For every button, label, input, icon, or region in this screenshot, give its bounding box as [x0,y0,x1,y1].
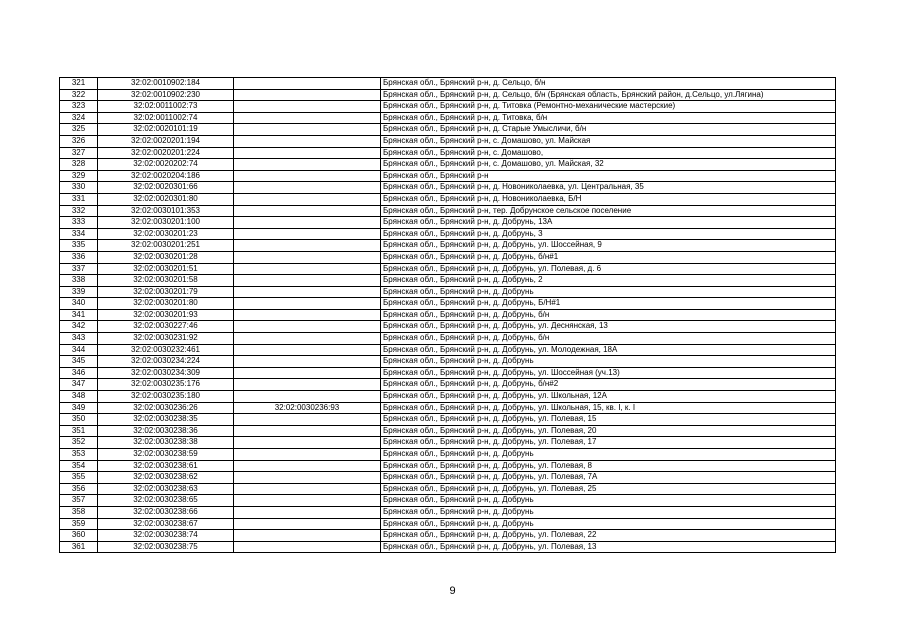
address-cell: Брянская обл., Брянский р-н, д. Добрунь, ул. Полевая, 8 [381,460,836,472]
address-cell: Брянская обл., Брянский р-н, д. Добрунь [381,495,836,507]
row-number-cell: 343 [60,333,98,345]
cadastral-number-cell: 32:02:0030238:36 [98,425,234,437]
row-number-cell: 344 [60,344,98,356]
address-cell: Брянская обл., Брянский р-н, д. Добрунь, б/н [381,333,836,345]
table-row [60,321,836,333]
table-row [60,541,836,553]
address-cell: Брянская обл., Брянский р-н, д. Добрунь [381,449,836,461]
table-row [60,344,836,356]
address-cell: Брянская обл., Брянский р-н, д. Добрунь [381,286,836,298]
address-cell: Брянская обл., Брянский р-н, д. Добрунь, ул. Деснянская, 13 [381,321,836,333]
table-row [60,286,836,298]
linked-cadastral-number-cell [234,541,381,553]
table-row [60,205,836,217]
cadastral-number-cell: 32:02:0020201:224 [98,147,234,159]
row-number-cell: 340 [60,298,98,310]
row-number-cell: 324 [60,112,98,124]
linked-cadastral-number-cell [234,344,381,356]
table-row [60,414,836,426]
address-cell: Брянская обл., Брянский р-н, д. Добрунь, ул. Школьная, 15, кв. I, к. I [381,402,836,414]
table-row [60,530,836,542]
table-row [60,112,836,124]
address-cell: Брянская обл., Брянский р-н, д. Добрунь, ул. Полевая, 13 [381,541,836,553]
table-row [60,518,836,530]
table-row [60,495,836,507]
table-row [60,391,836,403]
address-cell: Брянская обл., Брянский р-н, д. Добрунь, 13А [381,217,836,229]
linked-cadastral-number-cell [234,124,381,136]
linked-cadastral-number-cell [234,135,381,147]
address-cell: Брянская обл., Брянский р-н, д. Добрунь, ул. Молодежная, 18А [381,344,836,356]
row-number-cell: 356 [60,483,98,495]
linked-cadastral-number-cell [234,240,381,252]
table-row [60,217,836,229]
cadastral-number-cell: 32:02:0030201:58 [98,275,234,287]
table-row [60,425,836,437]
cadastral-number-cell: 32:02:0020101:19 [98,124,234,136]
table-row [60,170,836,182]
address-cell: Брянская обл., Брянский р-н, д. Добрунь, б/н#2 [381,379,836,391]
linked-cadastral-number-cell [234,460,381,472]
cadastral-number-cell: 32:02:0020301:80 [98,193,234,205]
row-number-cell: 359 [60,518,98,530]
linked-cadastral-number-cell [234,275,381,287]
cadastral-number-cell: 32:02:0030236:26 [98,402,234,414]
cadastral-number-cell: 32:02:0010902:230 [98,89,234,101]
cadastral-number-cell: 32:02:0030201:80 [98,298,234,310]
cadastral-number-cell: 32:02:0030201:79 [98,286,234,298]
linked-cadastral-number-cell [234,530,381,542]
linked-cadastral-number-cell [234,159,381,171]
table-row [60,356,836,368]
cadastral-number-cell: 32:02:0030238:35 [98,414,234,426]
cadastral-number-cell: 32:02:0030238:74 [98,530,234,542]
linked-cadastral-number-cell [234,333,381,345]
linked-cadastral-number-cell [234,425,381,437]
table-row [60,182,836,194]
cadastral-number-cell: 32:02:0030201:251 [98,240,234,252]
table-row [60,472,836,484]
table-row [60,309,836,321]
cadastral-number-cell: 32:02:0020301:66 [98,182,234,194]
row-number-cell: 348 [60,391,98,403]
table-row [60,275,836,287]
address-cell: Брянская обл., Брянский р-н, д. Добрунь, 3 [381,228,836,240]
row-number-cell: 328 [60,159,98,171]
address-cell: Брянская обл., Брянский р-н, д. Новониколаевка, ул. Центральная, 35 [381,182,836,194]
row-number-cell: 345 [60,356,98,368]
address-cell: Брянская обл., Брянский р-н, д. Старые Умысличи, б/н [381,124,836,136]
registry-table-body [60,78,836,553]
row-number-cell: 326 [60,135,98,147]
cadastral-number-cell: 32:02:0030234:224 [98,356,234,368]
cadastral-number-cell: 32:02:0030238:75 [98,541,234,553]
address-cell: Брянская обл., Брянский р-н, с. Домашово, ул. Майская, 32 [381,159,836,171]
row-number-cell: 334 [60,228,98,240]
row-number-cell: 361 [60,541,98,553]
linked-cadastral-number-cell [234,483,381,495]
table-row [60,483,836,495]
row-number-cell: 347 [60,379,98,391]
row-number-cell: 339 [60,286,98,298]
table-row [60,78,836,90]
cadastral-number-cell: 32:02:0030201:51 [98,263,234,275]
address-cell: Брянская обл., Брянский р-н, д. Добрунь [381,518,836,530]
table-row [60,251,836,263]
linked-cadastral-number-cell [234,321,381,333]
row-number-cell: 336 [60,251,98,263]
cadastral-number-cell: 32:02:0030238:59 [98,449,234,461]
address-cell: Брянская обл., Брянский р-н, д. Добрунь, ул. Полевая, 20 [381,425,836,437]
linked-cadastral-number-cell [234,495,381,507]
linked-cadastral-number-cell [234,205,381,217]
table-row [60,263,836,275]
linked-cadastral-number-cell [234,193,381,205]
linked-cadastral-number-cell [234,356,381,368]
cadastral-number-cell: 32:02:0010902:184 [98,78,234,90]
cadastral-number-cell: 32:02:0030235:176 [98,379,234,391]
linked-cadastral-number-cell [234,391,381,403]
cadastral-number-cell: 32:02:0030238:38 [98,437,234,449]
linked-cadastral-number-cell [234,89,381,101]
address-cell: Брянская обл., Брянский р-н, д. Добрунь, ул. Полевая, 7А [381,472,836,484]
linked-cadastral-number-cell [234,518,381,530]
address-cell: Брянская обл., Брянский р-н, д. Новониколаевка, Б/Н [381,193,836,205]
linked-cadastral-number-cell [234,286,381,298]
cadastral-number-cell: 32:02:0020201:194 [98,135,234,147]
cadastral-number-cell: 32:02:0030201:100 [98,217,234,229]
table-row [60,240,836,252]
address-cell: Брянская обл., Брянский р-н, д. Добрунь, ул. Шоссейная, 9 [381,240,836,252]
address-cell: Брянская обл., Брянский р-н, д. Титовка (Ремонтно-механические мастерские) [381,101,836,113]
page-number: 9 [449,585,456,597]
cadastral-number-cell: 32:02:0030238:67 [98,518,234,530]
linked-cadastral-number-cell [234,379,381,391]
linked-cadastral-number-cell [234,309,381,321]
address-cell: Брянская обл., Брянский р-н [381,170,836,182]
linked-cadastral-number-cell [234,449,381,461]
linked-cadastral-number-cell [234,182,381,194]
address-cell: Брянская обл., Брянский р-н, д. Добрунь, Б/Н#1 [381,298,836,310]
table-row [60,333,836,345]
row-number-cell: 355 [60,472,98,484]
address-cell: Брянская обл., Брянский р-н, д. Добрунь, б/н [381,309,836,321]
cadastral-number-cell: 32:02:0030201:23 [98,228,234,240]
row-number-cell: 360 [60,530,98,542]
linked-cadastral-number-cell [234,217,381,229]
cadastral-number-cell: 32:02:0030227:46 [98,321,234,333]
table-row [60,193,836,205]
table-row [60,437,836,449]
row-number-cell: 349 [60,402,98,414]
cadastral-number-cell: 32:02:0030238:63 [98,483,234,495]
address-cell: Брянская обл., Брянский р-н, с. Домашово, [381,147,836,159]
address-cell: Брянская обл., Брянский р-н, д. Добрунь, 2 [381,275,836,287]
table-row [60,379,836,391]
linked-cadastral-number-cell [234,251,381,263]
row-number-cell: 322 [60,89,98,101]
linked-cadastral-number-cell [234,147,381,159]
row-number-cell: 333 [60,217,98,229]
linked-cadastral-number-cell [234,414,381,426]
address-cell: Брянская обл., Брянский р-н, д. Добрунь, ул. Полевая, д. 6 [381,263,836,275]
address-cell: Брянская обл., Брянский р-н, д. Добрунь, ул. Полевая, 25 [381,483,836,495]
row-number-cell: 352 [60,437,98,449]
table-row [60,298,836,310]
row-number-cell: 353 [60,449,98,461]
cadastral-number-cell: 32:02:0030238:65 [98,495,234,507]
linked-cadastral-number-cell [234,437,381,449]
row-number-cell: 341 [60,309,98,321]
linked-cadastral-number-cell [234,112,381,124]
cadastral-number-cell: 32:02:0030238:66 [98,506,234,518]
address-cell: Брянская обл., Брянский р-н, д. Добрунь, б/н#1 [381,251,836,263]
linked-cadastral-number-cell: 32:02:0030236:93 [234,402,381,414]
row-number-cell: 338 [60,275,98,287]
address-cell: Брянская обл., Брянский р-н, д. Добрунь, ул. Шоссейная (уч.13) [381,367,836,379]
cadastral-number-cell: 32:02:0011002:73 [98,101,234,113]
row-number-cell: 327 [60,147,98,159]
row-number-cell: 351 [60,425,98,437]
linked-cadastral-number-cell [234,170,381,182]
address-cell: Брянская обл., Брянский р-н, д. Добрунь [381,506,836,518]
row-number-cell: 354 [60,460,98,472]
table-row [60,506,836,518]
table-row [60,101,836,113]
address-cell: Брянская обл., Брянский р-н, с. Домашово, ул. Майская [381,135,836,147]
cadastral-number-cell: 32:02:0020202:74 [98,159,234,171]
cadastral-number-cell: 32:02:0030238:61 [98,460,234,472]
cadastral-number-cell: 32:02:0020204:186 [98,170,234,182]
table-row [60,124,836,136]
row-number-cell: 342 [60,321,98,333]
linked-cadastral-number-cell [234,78,381,90]
address-cell: Брянская обл., Брянский р-н, д. Добрунь, ул. Полевая, 17 [381,437,836,449]
row-number-cell: 331 [60,193,98,205]
cadastral-number-cell: 32:02:0030101:353 [98,205,234,217]
address-cell: Брянская обл., Брянский р-н, д. Сельцо, б/н [381,78,836,90]
table-row [60,449,836,461]
linked-cadastral-number-cell [234,367,381,379]
row-number-cell: 335 [60,240,98,252]
cadastral-number-cell: 32:02:0030231:92 [98,333,234,345]
row-number-cell: 346 [60,367,98,379]
cadastral-number-cell: 32:02:0030201:28 [98,251,234,263]
row-number-cell: 358 [60,506,98,518]
table-row [60,159,836,171]
cadastral-number-cell: 32:02:0030232:461 [98,344,234,356]
cadastral-number-cell: 32:02:0030234:309 [98,367,234,379]
linked-cadastral-number-cell [234,506,381,518]
row-number-cell: 357 [60,495,98,507]
table-row [60,147,836,159]
row-number-cell: 350 [60,414,98,426]
row-number-cell: 337 [60,263,98,275]
cadastral-number-cell: 32:02:0030201:93 [98,309,234,321]
row-number-cell: 329 [60,170,98,182]
address-cell: Брянская обл., Брянский р-н, д. Добрунь, ул. Полевая, 22 [381,530,836,542]
linked-cadastral-number-cell [234,101,381,113]
address-cell: Брянская обл., Брянский р-н, тер. Добрунское сельское поселение [381,205,836,217]
table-row [60,367,836,379]
cadastral-number-cell: 32:02:0030238:62 [98,472,234,484]
row-number-cell: 321 [60,78,98,90]
table-row [60,402,836,414]
table-row [60,228,836,240]
row-number-cell: 325 [60,124,98,136]
linked-cadastral-number-cell [234,263,381,275]
address-cell: Брянская обл., Брянский р-н, д. Сельцо, б/н (Брянская область, Брянский район, д.Сельцо, ул.Лягина) [381,89,836,101]
cadastral-number-cell: 32:02:0030235:180 [98,391,234,403]
row-number-cell: 332 [60,205,98,217]
row-number-cell: 330 [60,182,98,194]
address-cell: Брянская обл., Брянский р-н, д. Добрунь, ул. Школьная, 12А [381,391,836,403]
cadastral-number-cell: 32:02:0011002:74 [98,112,234,124]
table-row [60,460,836,472]
linked-cadastral-number-cell [234,472,381,484]
address-cell: Брянская обл., Брянский р-н, д. Титовка, б/н [381,112,836,124]
table-row [60,135,836,147]
table-row [60,89,836,101]
linked-cadastral-number-cell [234,298,381,310]
row-number-cell: 323 [60,101,98,113]
linked-cadastral-number-cell [234,228,381,240]
address-cell: Брянская обл., Брянский р-н, д. Добрунь, ул. Полевая, 15 [381,414,836,426]
address-cell: Брянская обл., Брянский р-н, д. Добрунь [381,356,836,368]
registry-table [59,77,836,553]
